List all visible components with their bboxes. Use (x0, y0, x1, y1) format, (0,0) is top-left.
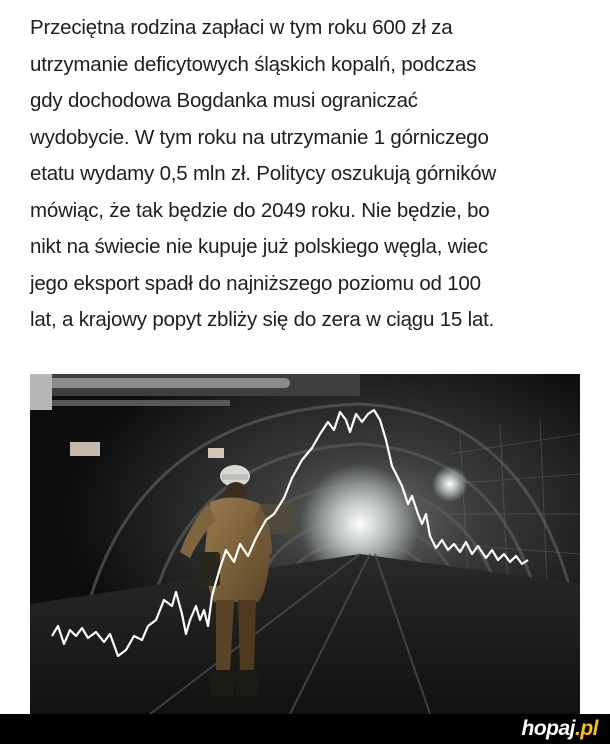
mine-tunnel-photo (30, 374, 580, 714)
watermark-bar (0, 714, 610, 744)
article-line: etatu wydamy 0,5 mln zł. Politycy oszukują górników (30, 162, 497, 185)
article-line: utrzymanie deficytowych śląskich kopalń, podczas (30, 52, 477, 76)
article-line: wydobycie. W tym roku na utrzymanie 1 górniczego (30, 125, 489, 149)
article-line: nikt na świecie nie kupuje już polskiego węgla, wiec (30, 235, 488, 258)
article-line: jego eksport spadł do najniższego poziomu od 100 (30, 271, 481, 295)
article-line: mówiąc, że tak będzie do 2049 roku. Nie będzie, bo (30, 198, 490, 222)
hopaj-logo (522, 715, 599, 743)
logo-tld: .pl (575, 717, 598, 740)
article-text (30, 10, 590, 339)
logo-brand: hopaj (521, 717, 575, 740)
article-line: Przeciętna rodzina zapłaci w tym roku 600 zł za (30, 16, 453, 39)
article-line: lat, a krajowy popyt zbliży się do zera w ciągu 15 lat. (30, 308, 495, 331)
article-line: gdy dochodowa Bogdanka musi ograniczać (30, 89, 418, 112)
